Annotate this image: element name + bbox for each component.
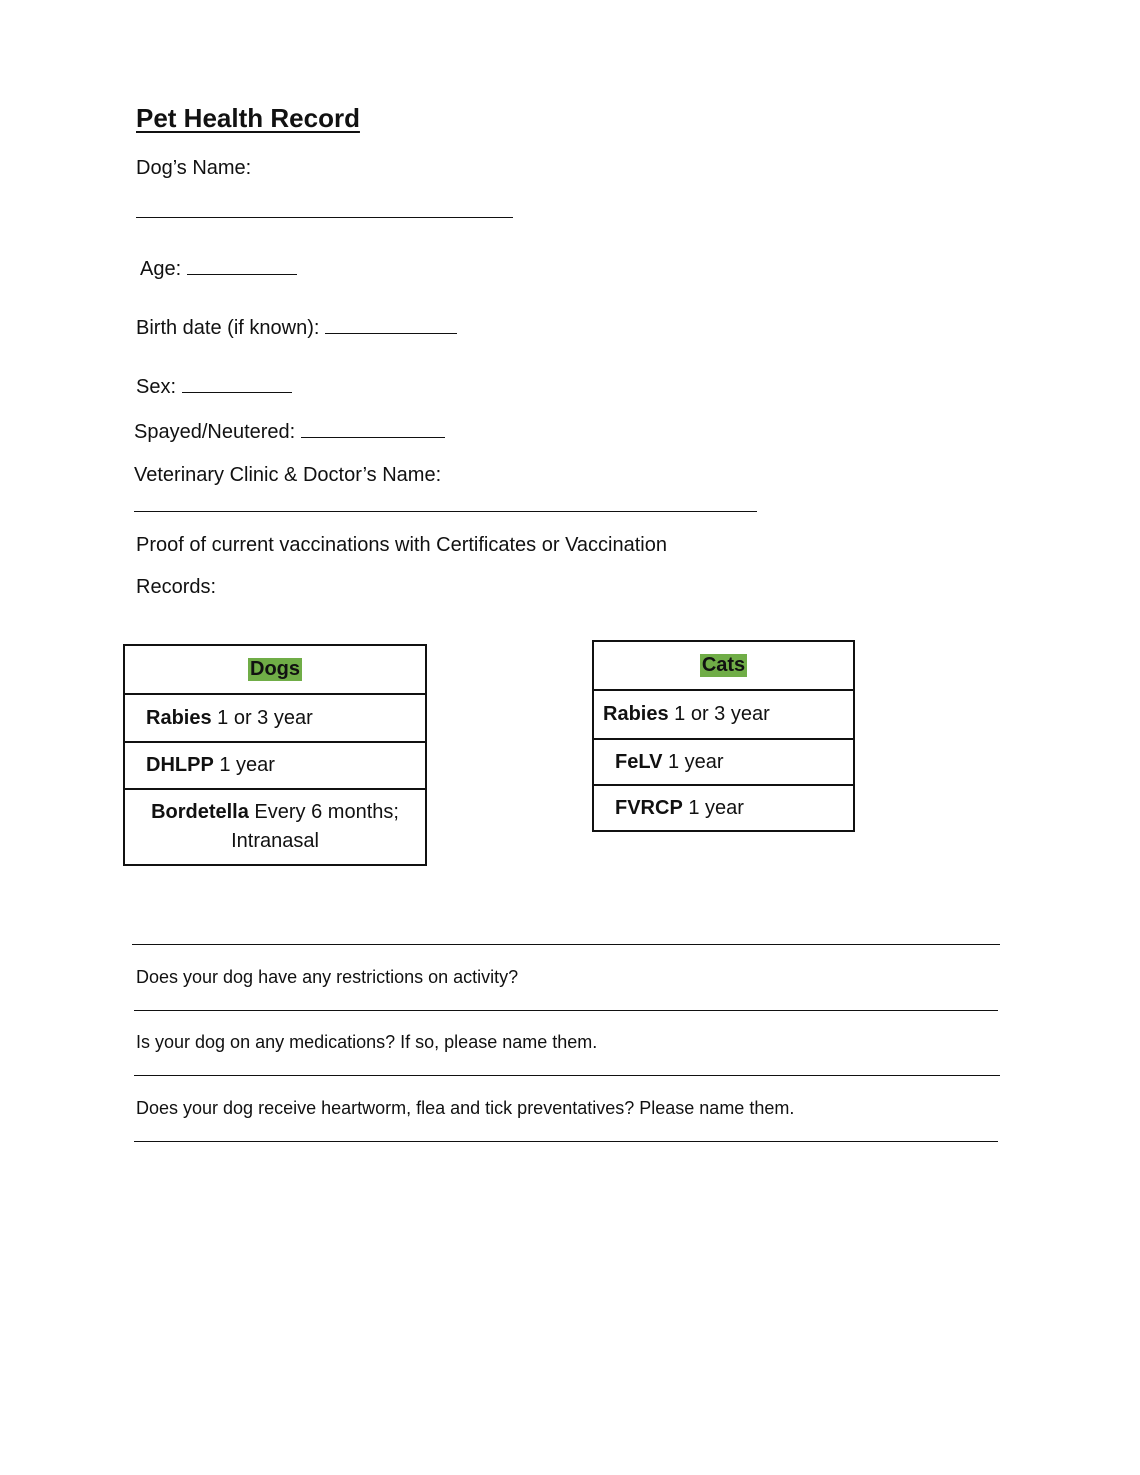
dog-name-label: Dog’s Name: <box>136 157 252 179</box>
age-blank[interactable] <box>187 256 297 275</box>
vaccine-name: Rabies <box>146 706 212 729</box>
vaccine-name: DHLPP <box>146 754 214 776</box>
preventatives-question: Does your dog receive heartworm, flea and tick preventatives? Please name them. <box>136 1098 795 1118</box>
vaccine-name: FeLV <box>615 750 663 773</box>
cats-row-rabies <box>594 689 853 738</box>
vaccine-detail: 1 year <box>682 796 744 819</box>
spayed-field[interactable] <box>134 419 445 444</box>
spayed-label: Spayed/Neutered: <box>134 421 296 443</box>
birth-date-field[interactable] <box>136 315 457 340</box>
birth-date-blank[interactable] <box>325 315 457 334</box>
age-label: Age: <box>140 258 182 280</box>
vet-label: Veterinary Clinic & Doctor’s Name: <box>134 464 442 486</box>
cats-vaccine-table <box>592 640 855 832</box>
sex-label: Sex: <box>136 376 177 398</box>
answer-line-top[interactable] <box>132 944 1000 945</box>
spayed-blank[interactable] <box>301 419 445 438</box>
sex-blank[interactable] <box>182 374 292 393</box>
birth-date-label: Birth date (if known): <box>136 317 320 339</box>
vaccine-name: Bordetella <box>151 801 249 823</box>
medications-answer-line[interactable] <box>134 1075 1000 1076</box>
vaccine-detail: Every 6 months; <box>248 801 399 823</box>
preventatives-answer-line[interactable] <box>134 1141 998 1142</box>
cats-row-fvrcp <box>594 784 853 830</box>
dogs-row-dhlpp <box>125 741 425 788</box>
page-title: Pet Health Record <box>136 103 360 133</box>
cats-table-header <box>594 642 853 689</box>
sex-field[interactable] <box>136 374 292 399</box>
dogs-row-bordetella <box>125 788 425 864</box>
vaccine-name: FVRCP <box>615 796 683 819</box>
medications-question: Is your dog on any medications? If so, please name them. <box>136 1032 598 1052</box>
dogs-row-rabies <box>125 693 425 741</box>
vaccine-name: Rabies <box>603 703 669 725</box>
vaccine-detail: 1 year <box>662 750 724 773</box>
proof-text-line2: Records: <box>136 576 217 598</box>
vaccine-detail: 1 year <box>213 754 275 776</box>
vaccine-detail: 1 or 3 year <box>668 703 770 725</box>
dogs-header-label: Dogs <box>250 658 300 680</box>
dog-name-line[interactable] <box>136 217 513 218</box>
vaccine-detail-2: Intranasal <box>231 830 319 852</box>
vaccine-detail: 1 or 3 year <box>211 706 313 729</box>
proof-text-line1: Proof of current vaccinations with Certificates or Vaccination <box>136 534 667 556</box>
age-field[interactable] <box>140 256 297 281</box>
vet-line[interactable] <box>134 511 757 512</box>
cats-row-felv <box>594 738 853 784</box>
dogs-table-header <box>125 646 425 693</box>
restrictions-question: Does your dog have any restrictions on activity? <box>136 967 519 987</box>
cats-header-label: Cats <box>701 654 746 676</box>
dogs-vaccine-table <box>123 644 427 866</box>
restrictions-answer-line[interactable] <box>134 1010 998 1011</box>
